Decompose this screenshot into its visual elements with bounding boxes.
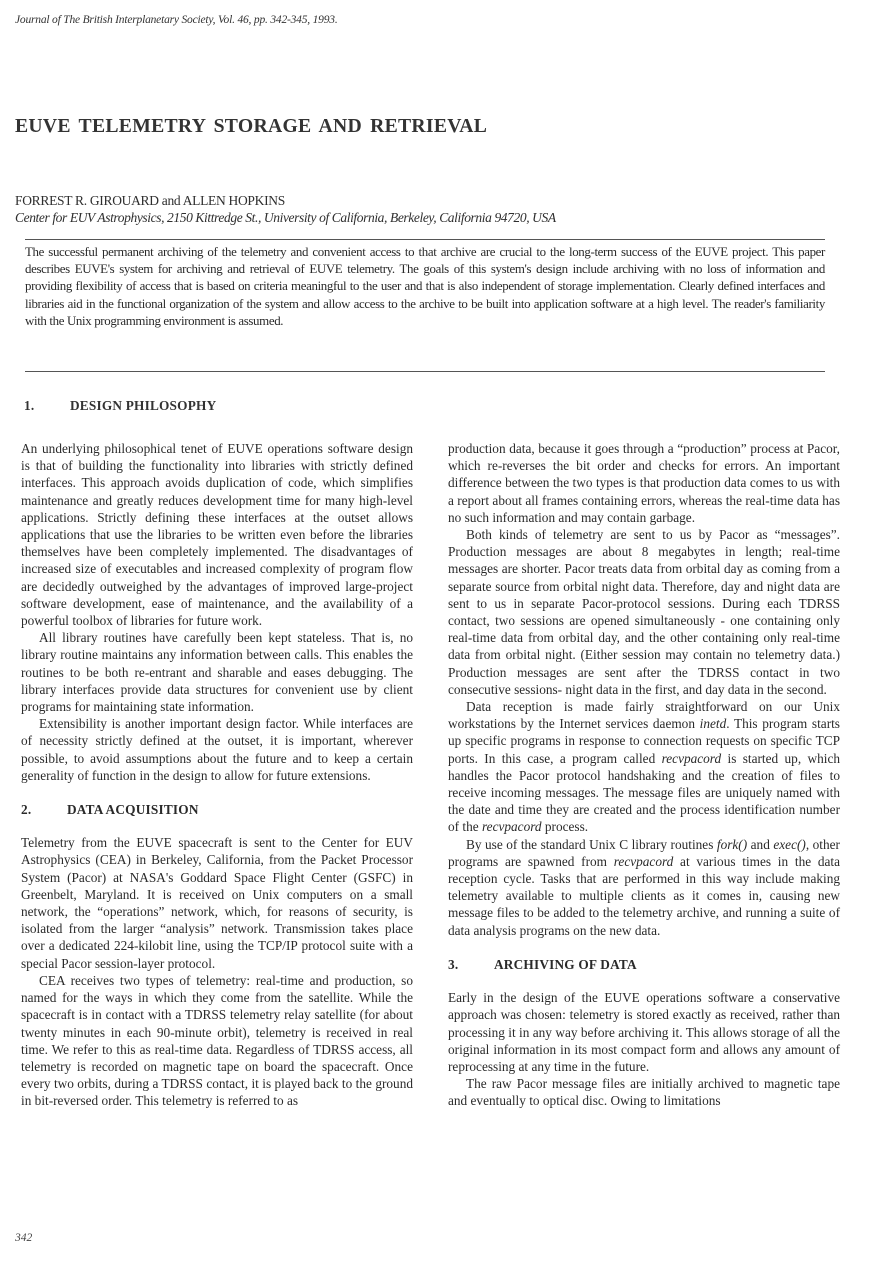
program-name: recvpacord: [613, 853, 674, 869]
text-run: and: [747, 836, 774, 852]
program-name: recvpacord: [481, 819, 542, 835]
right-column: [448, 440, 840, 1110]
section-title: ARCHIVING OF DATA: [494, 956, 637, 972]
paragraph: [448, 836, 840, 939]
text-run: is started up, which handles the Pacor protocol handshaking and the creation of files to receive incoming messages. The message files are uniquely named with the date and time they are created and the process identification number of the: [448, 750, 840, 835]
section-number: 1.: [24, 398, 35, 413]
text-run: Data reception is made fairly straightforward on our Unix workstations by the Internet services daemon: [448, 699, 840, 732]
section-title: DESIGN PHILOSOPHY: [70, 398, 217, 413]
section-3-heading: [448, 956, 840, 973]
paragraph: The raw Pacor message files are initially archived to magnetic tape and eventually to optical disc. Owing to limitations: [448, 1076, 840, 1109]
section-1-heading: [24, 398, 216, 414]
text-run: . This program starts up specific programs in response to connection requests on specific TCP ports. In this case, a program called: [448, 716, 840, 766]
text-run: By use of the standard Unix C library routines: [466, 836, 717, 852]
abstract-bottom-rule: [25, 371, 825, 372]
journal-citation: Journal of The British Interplanetary Society, Vol. 46, pp. 342-345, 1993.: [15, 14, 338, 26]
authors: FORREST R. GIROUARD and ALLEN HOPKINS: [15, 193, 285, 208]
paragraph: Telemetry from the EUVE spacecraft is sent to the Center for EUV Astrophysics (CEA) in Berkeley, California, from the Packet Processor System (Pacor) at NASA's Goddard Space Flight Center (GSFC) in Greenbelt, Maryland. It is received on Unix computers on a small network, the “operations” network, which, for reasons of security, is isolated from the larger “analysis” network. Transmission takes place over a dedicated 224-kilobit line, using the TCP/IP protocol suite with a special Pacor session-layer protocol.: [21, 835, 413, 971]
program-name: recvpacord: [661, 750, 722, 766]
section-title: DATA ACQUISITION: [67, 802, 199, 818]
paragraph: Early in the design of the EUVE operations software a conservative approach was chosen: telemetry is stored exactly as received, rather than processing it in any way before archiving it. This allows storage of all the original information in its most compact form and allows any amount of reprocessing at any time in the future.: [448, 990, 840, 1074]
section-number: 3.: [448, 956, 459, 972]
left-column: [21, 440, 413, 1110]
function-name: fork(): [716, 836, 748, 852]
paragraph: [448, 698, 840, 836]
paragraph: Both kinds of telemetry are sent to us by Pacor as “messages”. Production messages are about 8 megabytes in length; real-time messages are shorter. Pacor treats data from orbital day as coming from a separate source from orbital night data. Therefore, day and night data are sent to us in separate Pacor-protocol sessions. During each TDRSS contact, two sessions are opened simultaneously - one containing only real-time data from orbital day, and the other containing only real-time data from orbital night. (Either session may contain no telemetry data.) Production messages are sent after the TDRSS contact in two consecutive sessions- night data in the first, and day data in the second.: [448, 527, 840, 697]
text-run: process.: [541, 819, 589, 835]
paragraph: An underlying philosophical tenet of EUVE operations software design is that of building the functionality into libraries with strictly defined interfaces. This approach avoids duplication of code, which simplifies maintenance and greatly reduces development time for many high-level applications. Strictly defining these interfaces at the outset allows applications that use the libraries to be written even before the libraries themselves have been completely implemented. The disadvantages of increased size of executables and increased complexity of program flow are decidedly outweighed by the advantages of improved large-project software development, ease of maintenance, and the availability of a powerful toolbox of libraries for future work.: [21, 441, 413, 629]
text-run: , other programs are spawned from: [448, 836, 840, 869]
abstract-top-rule: [25, 239, 825, 240]
paragraph: production data, because it goes through a “production” process at Pacor, which re-reverses the bit order and checks for errors. An important difference between the two types is that production data comes to us with a report about all frames containing errors, whereas the real-time data has no such information and may contain garbage.: [448, 441, 840, 525]
page-number: 342: [15, 1232, 33, 1244]
section-number: 2.: [21, 802, 32, 818]
affiliation: Center for EUV Astrophysics, 2150 Kittredge St., University of California, Berkeley, California 94720, USA: [15, 210, 556, 225]
paper-title: EUVE TELEMETRY STORAGE AND RETRIEVAL: [15, 115, 488, 137]
paragraph: CEA receives two types of telemetry: real-time and production, so named for the ways in which they come from the satellite. While the spacecraft is in contact with a TDRSS telemetry relay satellite (for about twenty minutes in each 90-minute orbit), telemetry is received in real time. We refer to this as real-time data. Regardless of TDRSS access, all telemetry is recorded on magnetic tape on board the spacecraft. Once every two orbits, during a TDRSS contact, it is played back to the ground in bit-reversed order. This telemetry is referred to as: [21, 972, 413, 1109]
paragraph: Extensibility is another important design factor. While interfaces are of necessity strictly defined at the outset, it is important, wherever possible, to avoid assumptions about the future and to keep a certain generality of function in the design to allow for future extensions.: [21, 716, 413, 783]
function-name: exec(): [773, 836, 806, 852]
abstract: The successful permanent archiving of the telemetry and convenient access to that archive are crucial to the long-term success of the EUVE project. This paper describes EUVE's system for archiving and retrieval of EUVE telemetry. The goals of this system's design include archiving with no loss of information and providing flexibility of access that is based on criteria meaningful to the user and that is also independent of storage implementation. Clearly defined interfaces and libraries aid in the functional organization of the system and allow access to the archive to be built into application software at a high level. The reader's familiarity with the Unix programming environment is assumed.: [25, 245, 825, 328]
program-name: inetd: [699, 716, 727, 732]
section-2-heading: [21, 801, 413, 818]
paragraph: All library routines have carefully been kept stateless. That is, no library routine maintains any information between calls. This enables the routines to be both re-entrant and sharable and eases debugging. The library interfaces provide data structures for convenient use by client programs for maintaining state information.: [21, 630, 413, 715]
text-run: at various times in the data reception cycle. Tasks that are performed in this way include making telemetry available to multiple clients as it comes in, causing new message files to be added to the telemetry archive, and running a suite of data analysis programs on the new data.: [448, 853, 840, 938]
